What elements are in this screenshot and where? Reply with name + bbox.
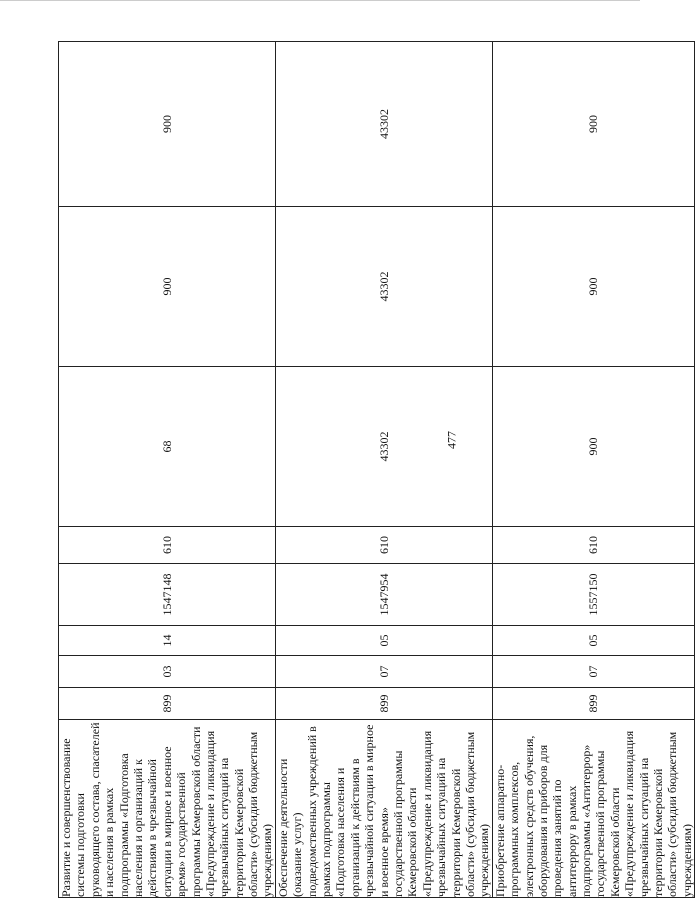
target-article-code: 1547954: [275, 564, 492, 626]
target-article-code: 1547148: [59, 564, 276, 626]
ministry-code: 899: [275, 688, 492, 720]
amount-year-2: 43302: [275, 207, 492, 367]
row-description: Обеспечение деятельности (оказание услуг) подведомственных учреждений в рамках подпрограммы «Подготовка населения и организаций к действиям в чрезвычайной ситуации в мирное и военное время» государственной программы Кемеровской области «Предупреждение и ликвидация чрезвычайных ситуаций на территории Кемеровской области» (субсидии бюджетным учреждениям): [275, 720, 492, 898]
table-row: [492, 42, 694, 898]
page-number: 477: [444, 431, 459, 449]
rotated-table-container: [58, 42, 694, 898]
amount-year-3: 900: [59, 42, 276, 207]
table-row: [59, 42, 276, 898]
subsection-code: 05: [492, 626, 694, 656]
table-frame: [58, 42, 694, 898]
amount-year-1: 43302: [275, 367, 492, 527]
amount-year-2: 900: [59, 207, 276, 367]
subsection-code: 14: [59, 626, 276, 656]
ministry-code: 899: [59, 688, 276, 720]
target-article-code: 1557150: [492, 564, 694, 626]
amount-year-2: 900: [492, 207, 694, 367]
section-code: 07: [275, 656, 492, 688]
page-top-edge: [0, 0, 640, 1]
section-code: 07: [492, 656, 694, 688]
budget-table: [58, 41, 695, 898]
table-row: [275, 42, 492, 898]
section-code: 03: [59, 656, 276, 688]
amount-year-3: 900: [492, 42, 694, 207]
subsection-code: 05: [275, 626, 492, 656]
ministry-code: 899: [492, 688, 694, 720]
expense-type-code: 610: [59, 527, 276, 564]
amount-year-3: 43302: [275, 42, 492, 207]
row-description: Приобретение аппаратно-программных комплексов, электронных средств обучения, оборудования и приборов для проведения занятий по антитеррору в рамках подпрограммы «Антитеррор» государственной программы Кемеровской области «Предупреждение и ликвидация чрезвычайных ситуаций на территории Кемеровской области» (субсидии бюджетным учреждениям): [492, 720, 694, 898]
amount-year-1: 68: [59, 367, 276, 527]
expense-type-code: 610: [492, 527, 694, 564]
row-description: Развитие и совершенствование системы подготовки руководящего состава, спасателей и населения в рамках подпрограммы «Подготовка населения и организаций к действиям в чрезвычайной ситуации в мирное и военное время» государственной программы Кемеровской области «Предупреждение и ликвидация чрезвычайных ситуаций на территории Кемеровской области» (субсидии бюджетным учреждениям): [59, 720, 276, 898]
expense-type-code: 610: [275, 527, 492, 564]
amount-year-1: 900: [492, 367, 694, 527]
